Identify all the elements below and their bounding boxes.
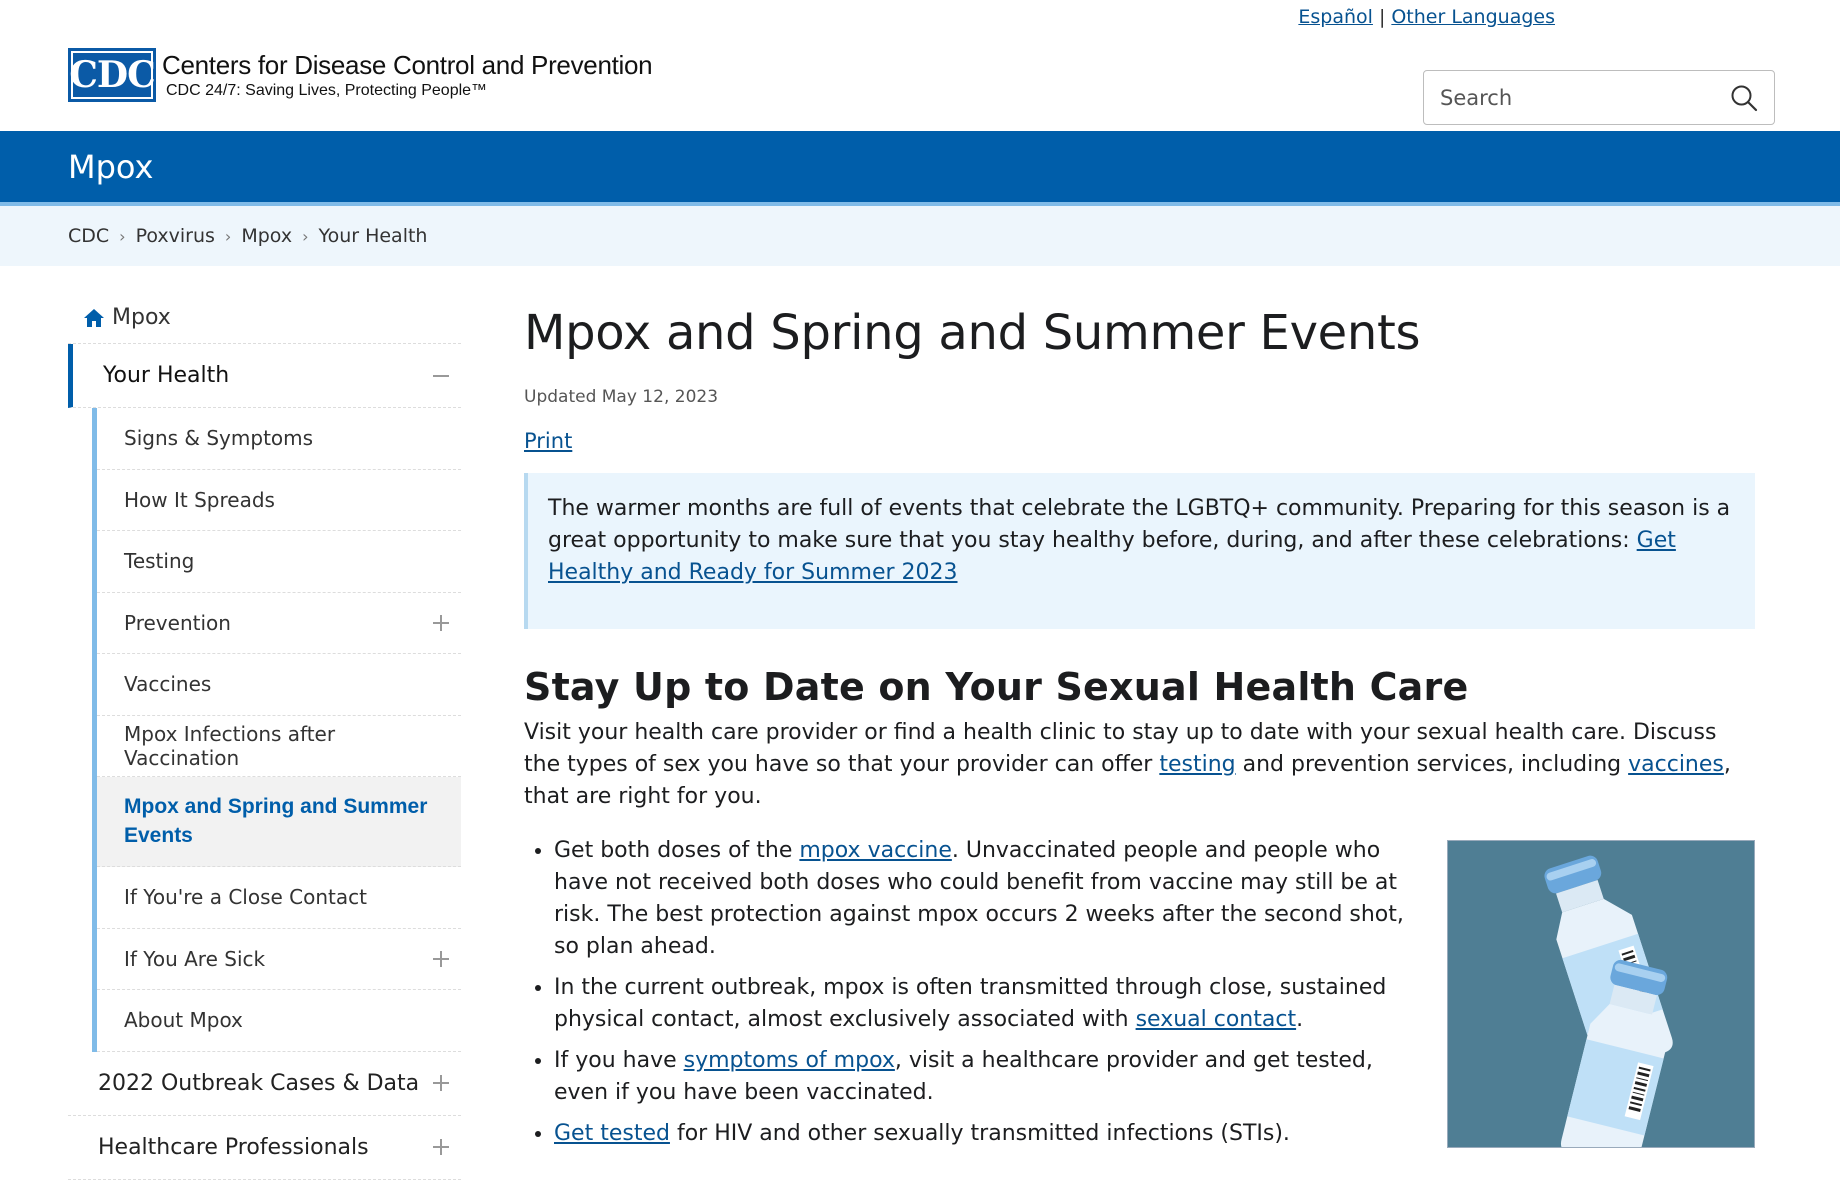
breadcrumb-mpox[interactable]: Mpox — [241, 225, 293, 247]
sidebar-item-testing[interactable] — [97, 531, 461, 593]
sidebar-item-prevention[interactable] — [97, 593, 461, 655]
left-nav — [68, 292, 461, 1180]
sidebar-item-label: Mpox Infections after Vaccination — [124, 721, 336, 770]
sidebar-item-label: Signs & Symptoms — [124, 426, 314, 451]
sidebar-item-healthcare-professionals[interactable] — [68, 1116, 461, 1180]
bullet-list — [524, 835, 1447, 1159]
cdc-logo[interactable] — [68, 48, 652, 102]
sidebar-item-label: 2022 Outbreak Cases & Data — [98, 1070, 420, 1096]
testing-link[interactable]: testing — [1159, 752, 1236, 777]
site-title[interactable]: Mpox — [68, 147, 154, 186]
sidebar-sub-list — [92, 408, 461, 1052]
sidebar-item-label: Testing — [124, 549, 195, 574]
logo-tagline: CDC 24/7: Saving Lives, Protecting People™ — [166, 81, 488, 99]
callout-box — [524, 473, 1755, 629]
list-item: • In the current outbreak, mpox is often transmitted through close, sustained physical contact, almost exclusively associated with sexual contact. — [554, 972, 1407, 1036]
list-item: • If you have symptoms of mpox, visit a healthcare provider and get tested, even if you have been vaccinated. — [554, 1045, 1407, 1109]
chevron-right-icon: › — [224, 226, 232, 246]
other-languages-link[interactable]: Other Languages — [1391, 6, 1555, 28]
espanol-link[interactable]: Español — [1298, 6, 1373, 28]
page-title: Mpox and Spring and Summer Events — [524, 305, 1421, 361]
language-links — [1298, 6, 1555, 28]
breadcrumb-cdc[interactable]: CDC — [68, 225, 110, 247]
logo-text — [162, 51, 652, 99]
print-link[interactable]: Print — [524, 429, 573, 453]
summer-2023-link[interactable]: Get Healthy and Ready for Summer 2023 — [548, 528, 1676, 585]
mpox-vaccine-link[interactable]: mpox vaccine — [799, 838, 952, 863]
section-heading: Stay Up to Date on Your Sexual Health Care — [524, 665, 1469, 709]
sidebar-item-how-it-spreads[interactable] — [97, 470, 461, 532]
get-tested-link[interactable]: Get tested — [554, 1121, 670, 1146]
sidebar-item-outbreak-data[interactable] — [68, 1052, 461, 1116]
home-icon — [82, 306, 106, 330]
site-header — [0, 0, 1840, 131]
breadcrumb — [0, 206, 1840, 266]
sidebar-item-spring-summer-events[interactable] — [97, 777, 461, 867]
symptoms-link[interactable]: symptoms of mpox — [683, 1048, 895, 1073]
sidebar-item-if-you-are-sick[interactable] — [97, 929, 461, 991]
sidebar-section-your-health[interactable] — [68, 344, 461, 408]
callout-text: The warmer months are full of events that celebrate the LGBTQ+ community. Preparing for this season is a great opportunity to make sure that you stay healthy before, during, and after these celebrations: — [548, 496, 1731, 553]
breadcrumb-poxvirus[interactable]: Poxvirus — [135, 225, 215, 247]
main-content — [524, 300, 1755, 1159]
sidebar-item-infections-after-vaccination[interactable] — [97, 716, 461, 778]
vaccine-vials-image — [1447, 840, 1755, 1148]
sexual-contact-link[interactable]: sexual contact — [1135, 1007, 1297, 1032]
language-separator: | — [1378, 6, 1386, 28]
sidebar-item-vaccines[interactable] — [97, 654, 461, 716]
expand-icon[interactable] — [431, 613, 451, 633]
search-box — [1423, 70, 1775, 125]
intro-text: and prevention services, including — [1235, 752, 1629, 777]
sidebar-item-close-contact[interactable] — [97, 867, 461, 929]
sidebar-home[interactable] — [68, 292, 461, 344]
sidebar-item-label: How It Spreads — [124, 487, 275, 512]
intro-text: , that are right for you. — [524, 752, 1731, 809]
sidebar-item-label: Mpox and Spring and Summer Events — [124, 795, 428, 847]
chevron-right-icon: › — [119, 226, 126, 246]
intro-paragraph — [524, 717, 1755, 813]
expand-icon[interactable] — [431, 1073, 451, 1093]
search-icon[interactable] — [1730, 84, 1758, 112]
site-title-bar — [0, 131, 1840, 202]
updated-date: Updated May 12, 2023 — [524, 387, 719, 407]
cdc-logo-mark: CDC — [68, 48, 156, 102]
intro-text: Visit your health care provider or find a health clinic to stay up to date with your sexual health care. Discuss the types of sex you have so that your provider can offer — [524, 720, 1717, 777]
sidebar-item-label: Prevention — [124, 610, 231, 635]
list-item: • Get tested for HIV and other sexually transmitted infections (STIs). — [554, 1118, 1407, 1150]
breadcrumb-your-health[interactable]: Your Health — [318, 225, 428, 247]
chevron-right-icon: › — [302, 226, 309, 246]
expand-icon[interactable] — [431, 949, 451, 969]
bullets-row — [524, 835, 1755, 1159]
sidebar-section-label: Your Health — [103, 363, 230, 388]
sidebar-item-label: About Mpox — [124, 1008, 243, 1033]
logo-title: Centers for Disease Control and Prevention — [162, 49, 653, 80]
list-item: • Get both doses of the mpox vaccine. Unvaccinated people and people who have not received both doses who could benefit from vaccine may still be at risk. The best protection against mpox occurs 2 weeks after the second shot, so plan ahead. — [554, 835, 1407, 963]
expand-icon[interactable] — [431, 1137, 451, 1157]
vaccines-link[interactable]: vaccines — [1628, 752, 1724, 777]
sidebar-item-label: If You're a Close Contact — [124, 885, 367, 910]
sidebar-item-label: If You Are Sick — [124, 946, 266, 971]
sidebar-item-label: Vaccines — [124, 672, 212, 697]
sidebar-item-signs-symptoms[interactable] — [97, 408, 461, 470]
search-input[interactable] — [1440, 86, 1730, 110]
collapse-icon[interactable] — [431, 366, 451, 386]
sidebar-item-label: Healthcare Professionals — [98, 1134, 369, 1160]
sidebar-item-about-mpox[interactable] — [97, 990, 461, 1052]
sidebar-home-label: Mpox — [112, 305, 171, 330]
